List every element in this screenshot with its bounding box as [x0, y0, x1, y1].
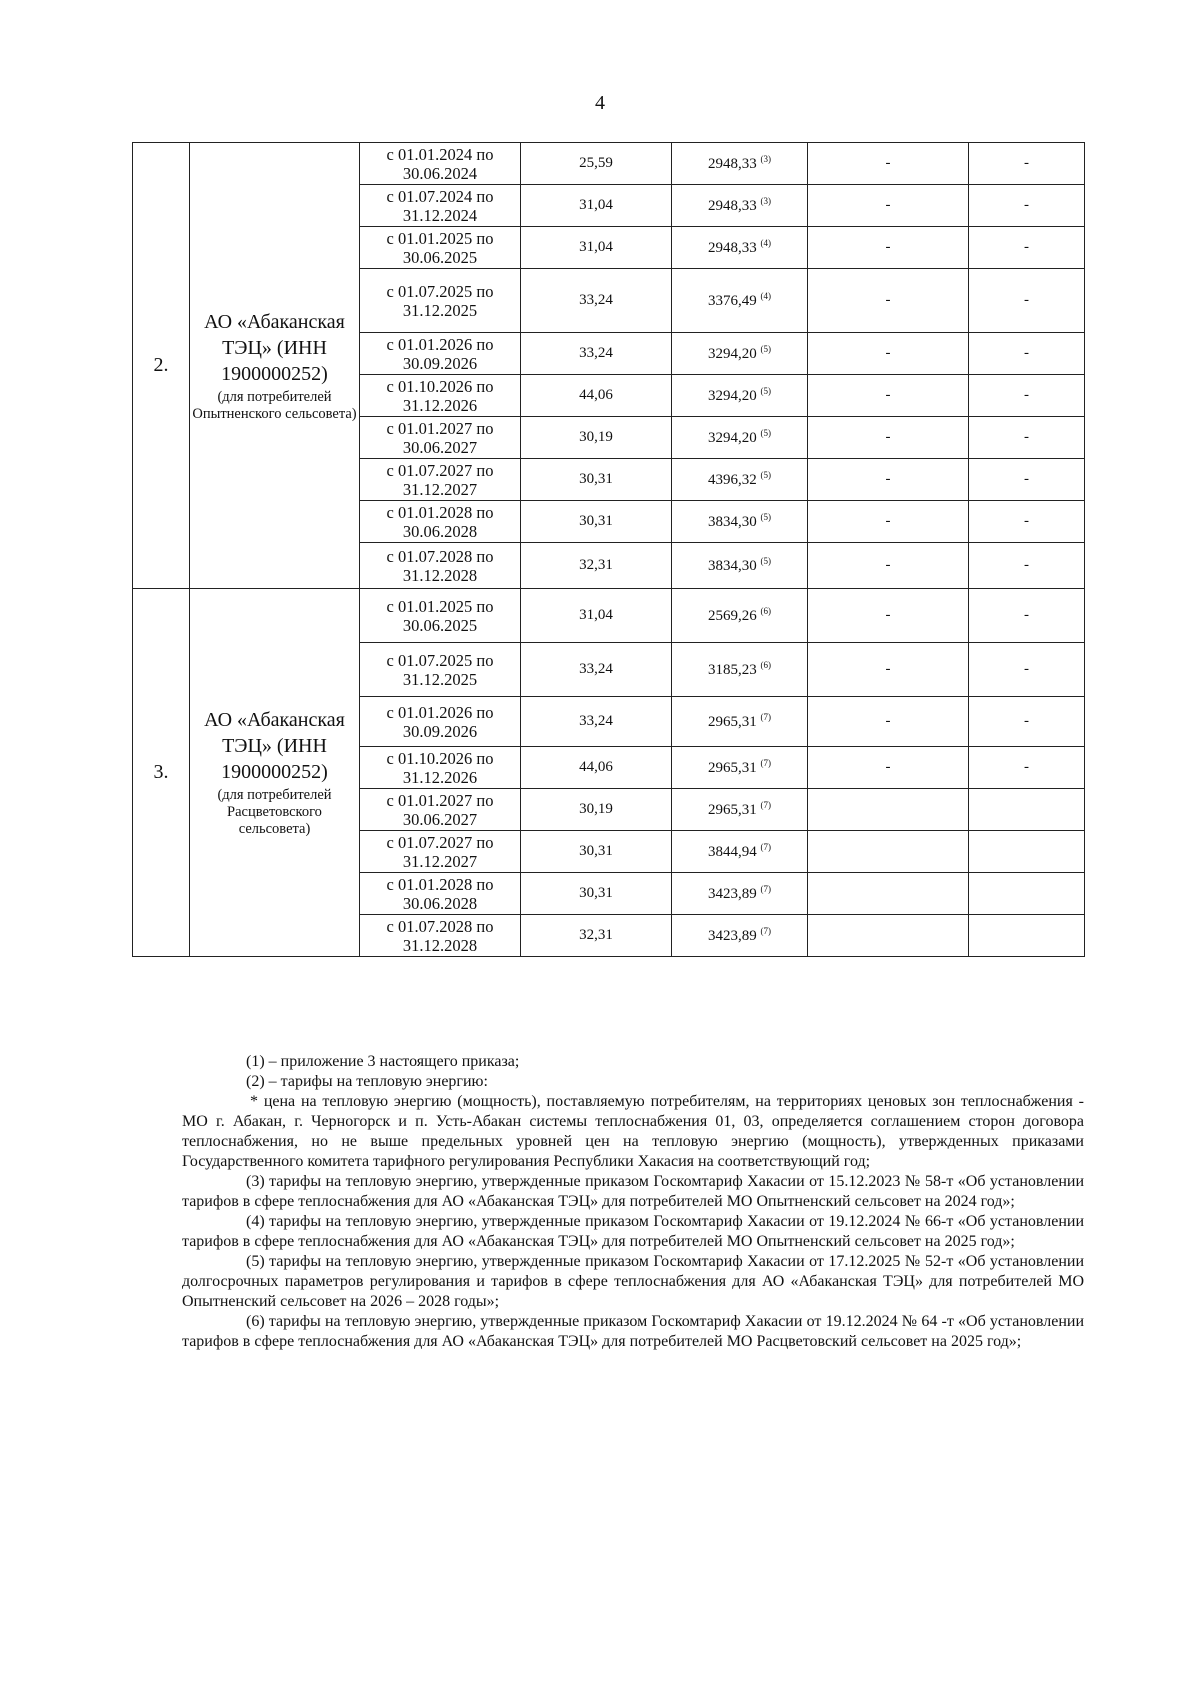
period-cell: с 01.07.2024 по 31.12.2024 — [360, 185, 521, 227]
period-cell: с 01.07.2027 по 31.12.2027 — [360, 459, 521, 501]
tariff-value: 3294,20 — [708, 430, 757, 446]
value-cell-4: - — [969, 589, 1085, 643]
value-cell-4 — [969, 873, 1085, 915]
footnote-ref: (5) — [760, 556, 771, 566]
value-cell-3: - — [808, 459, 969, 501]
tariff-value: 3294,20 — [708, 346, 757, 362]
tariff-value: 2948,33 — [708, 198, 757, 214]
value-cell-1: 30,31 — [521, 873, 672, 915]
value-cell-2 — [672, 269, 808, 333]
table-row — [133, 143, 1085, 185]
value-cell-2 — [672, 643, 808, 697]
value-cell-2 — [672, 143, 808, 185]
footnote-ref: (7) — [760, 758, 771, 768]
footnote-ref: (6) — [760, 606, 771, 616]
value-cell-1: 44,06 — [521, 375, 672, 417]
organization-cell — [190, 589, 360, 957]
value-cell-3 — [808, 873, 969, 915]
tariff-value: 2965,31 — [708, 760, 757, 776]
value-cell-2 — [672, 747, 808, 789]
footnote-ref: (4) — [760, 291, 771, 301]
group-number: 3. — [133, 589, 190, 957]
organization-name: АО «Абаканская ТЭЦ» (ИНН 1900000252) — [204, 709, 345, 783]
tariff-value: 3423,89 — [708, 886, 757, 902]
value-cell-3 — [808, 915, 969, 957]
value-cell-1: 30,31 — [521, 831, 672, 873]
value-cell-2 — [672, 501, 808, 543]
value-cell-2 — [672, 375, 808, 417]
value-cell-3: - — [808, 375, 969, 417]
value-cell-1: 31,04 — [521, 227, 672, 269]
period-cell: с 01.07.2025 по 31.12.2025 — [360, 269, 521, 333]
footnote-ref: (6) — [760, 660, 771, 670]
period-cell: с 01.01.2028 по 30.06.2028 — [360, 501, 521, 543]
tariff-value: 3376,49 — [708, 293, 757, 309]
footnote-ref: (4) — [760, 238, 771, 248]
tariff-value: 3834,30 — [708, 558, 757, 574]
value-cell-3: - — [808, 501, 969, 543]
period-cell: с 01.01.2025 по 30.06.2025 — [360, 227, 521, 269]
footnote-ref: (3) — [760, 154, 771, 164]
value-cell-3: - — [808, 643, 969, 697]
value-cell-4: - — [969, 227, 1085, 269]
footnote-3: (3) тарифы на тепловую энергию, утвержденные приказом Госкомтариф Хакасии от 15.12.2023 № 58-т «Об установлении тарифов в сфере теплоснабжения для АО «Абаканская ТЭЦ» для потребителей МО Опытненский сельсовет на 2024 год»; — [182, 1173, 1084, 1210]
period-cell: с 01.01.2026 по 30.09.2026 — [360, 333, 521, 375]
footnote-6: (6) тарифы на тепловую энергию, утвержденные приказом Госкомтариф Хакасии от 19.12.2024 № 64 -т «Об установлении тарифов в сфере теплоснабжения для АО «Абаканская ТЭЦ» для потребителей МО Расцветовский сельсовет на 2025 год»; — [182, 1313, 1084, 1350]
tariff-value: 3185,23 — [708, 662, 757, 678]
value-cell-1: 33,24 — [521, 333, 672, 375]
footnote-ref: (5) — [760, 470, 771, 480]
footnote-ref: (3) — [760, 196, 771, 206]
tariff-value: 3423,89 — [708, 928, 757, 944]
footnote-ref: (5) — [760, 428, 771, 438]
value-cell-1: 30,19 — [521, 789, 672, 831]
footnote-ref: (5) — [760, 386, 771, 396]
value-cell-2 — [672, 459, 808, 501]
value-cell-4 — [969, 831, 1085, 873]
organization-note: (для потребителей Опытненского сельсовета) — [192, 388, 357, 422]
tariff-value: 2965,31 — [708, 802, 757, 818]
period-cell: с 01.07.2028 по 31.12.2028 — [360, 915, 521, 957]
tariff-value: 2569,26 — [708, 608, 757, 624]
value-cell-2 — [672, 915, 808, 957]
organization-name: АО «Абаканская ТЭЦ» (ИНН 1900000252) — [204, 310, 345, 385]
tariff-value: 2948,33 — [708, 240, 757, 256]
value-cell-4: - — [969, 333, 1085, 375]
period-cell: с 01.07.2025 по 31.12.2025 — [360, 643, 521, 697]
footnote-4: (4) тарифы на тепловую энергию, утвержденные приказом Госкомтариф Хакасии от 19.12.2024 № 66-т «Об установлении тарифов в сфере теплоснабжения для АО «Абаканская ТЭЦ» для потребителей МО Опытненский сельсовет на 2025 год»; — [182, 1213, 1084, 1250]
value-cell-2 — [672, 697, 808, 747]
value-cell-1: 32,31 — [521, 543, 672, 589]
value-cell-3: - — [808, 543, 969, 589]
footnote-ref: (7) — [760, 842, 771, 852]
value-cell-3: - — [808, 227, 969, 269]
table-row — [133, 589, 1085, 643]
value-cell-1: 31,04 — [521, 185, 672, 227]
tariff-value: 3834,30 — [708, 514, 757, 530]
value-cell-4: - — [969, 459, 1085, 501]
value-cell-2 — [672, 417, 808, 459]
tariff-value: 3844,94 — [708, 844, 757, 860]
group-number: 2. — [133, 143, 190, 589]
value-cell-3: - — [808, 143, 969, 185]
value-cell-2 — [672, 873, 808, 915]
tariff-value: 3294,20 — [708, 388, 757, 404]
value-cell-3: - — [808, 697, 969, 747]
value-cell-1: 33,24 — [521, 269, 672, 333]
period-cell: с 01.01.2024 по 30.06.2024 — [360, 143, 521, 185]
value-cell-1: 30,31 — [521, 459, 672, 501]
value-cell-3: - — [808, 747, 969, 789]
value-cell-4: - — [969, 185, 1085, 227]
period-cell: с 01.10.2026 по 31.12.2026 — [360, 375, 521, 417]
value-cell-1: 30,19 — [521, 417, 672, 459]
footnote-ref: (5) — [760, 344, 771, 354]
value-cell-1: 30,31 — [521, 501, 672, 543]
period-cell: с 01.10.2026 по 31.12.2026 — [360, 747, 521, 789]
period-cell: с 01.07.2027 по 31.12.2027 — [360, 831, 521, 873]
value-cell-4: - — [969, 697, 1085, 747]
footnote-ref: (7) — [760, 926, 771, 936]
value-cell-3: - — [808, 417, 969, 459]
footnote-star: * цена на тепловую энергию (мощность), поставляемую потребителям, на территориях ценовых зон теплоснабжения - МО г. Абакан, г. Черногорск и п. Усть-Абакан системы теплоснабжения 01, 03, определяется соглашением сторон договора теплоснабжения, но не выше предельных уровней цен на тепловую энергию (мощность), утвержденных приказами Государственного комитета тарифного регулирования Республики Хакасия на соответствующий год; — [182, 1093, 1084, 1170]
tariff-value: 4396,32 — [708, 472, 757, 488]
value-cell-3: - — [808, 589, 969, 643]
value-cell-1: 33,24 — [521, 643, 672, 697]
value-cell-1: 33,24 — [521, 697, 672, 747]
value-cell-4: - — [969, 543, 1085, 589]
value-cell-3 — [808, 831, 969, 873]
footnote-ref: (7) — [760, 800, 771, 810]
tariff-table — [132, 142, 1085, 957]
period-cell: с 01.01.2025 по 30.06.2025 — [360, 589, 521, 643]
period-cell: с 01.07.2028 по 31.12.2028 — [360, 543, 521, 589]
value-cell-2 — [672, 227, 808, 269]
value-cell-4: - — [969, 643, 1085, 697]
value-cell-4: - — [969, 269, 1085, 333]
value-cell-1: 25,59 — [521, 143, 672, 185]
value-cell-2 — [672, 333, 808, 375]
footnotes — [182, 1052, 1084, 1352]
value-cell-4 — [969, 915, 1085, 957]
value-cell-3: - — [808, 185, 969, 227]
organization-cell — [190, 143, 360, 589]
value-cell-4: - — [969, 375, 1085, 417]
value-cell-2 — [672, 543, 808, 589]
value-cell-2 — [672, 185, 808, 227]
value-cell-3 — [808, 789, 969, 831]
value-cell-2 — [672, 589, 808, 643]
period-cell: с 01.01.2027 по 30.06.2027 — [360, 417, 521, 459]
tariff-value: 2965,31 — [708, 714, 757, 730]
period-cell: с 01.01.2028 по 30.06.2028 — [360, 873, 521, 915]
value-cell-4: - — [969, 501, 1085, 543]
value-cell-1: 31,04 — [521, 589, 672, 643]
footnote-ref: (7) — [760, 884, 771, 894]
footnote-ref: (7) — [760, 712, 771, 722]
footnote-2: (2) – тарифы на тепловую энергию: — [246, 1073, 488, 1090]
footnote-ref: (5) — [760, 512, 771, 522]
footnote-5: (5) тарифы на тепловую энергию, утвержденные приказом Госкомтариф Хакасии от 17.12.2025 № 52-т «Об установлении долгосрочных параметров регулирования и тарифов в сфере теплоснабжения для АО «Абаканская ТЭЦ» для потребителей МО Опытненский сельсовет на 2026 – 2028 годы»; — [182, 1253, 1084, 1310]
value-cell-3: - — [808, 333, 969, 375]
page-number: 4 — [595, 92, 605, 114]
value-cell-2 — [672, 789, 808, 831]
tariff-table-body — [133, 143, 1085, 957]
tariff-value: 2948,33 — [708, 156, 757, 172]
value-cell-4: - — [969, 143, 1085, 185]
period-cell: с 01.01.2027 по 30.06.2027 — [360, 789, 521, 831]
organization-note: (для потребителей Расцветовского сельсовета) — [217, 787, 332, 837]
value-cell-2 — [672, 831, 808, 873]
period-cell: с 01.01.2026 по 30.09.2026 — [360, 697, 521, 747]
footnote-1: (1) – приложение 3 настоящего приказа; — [246, 1053, 520, 1070]
value-cell-1: 32,31 — [521, 915, 672, 957]
value-cell-4: - — [969, 417, 1085, 459]
value-cell-4: - — [969, 747, 1085, 789]
value-cell-1: 44,06 — [521, 747, 672, 789]
value-cell-4 — [969, 789, 1085, 831]
value-cell-3: - — [808, 269, 969, 333]
